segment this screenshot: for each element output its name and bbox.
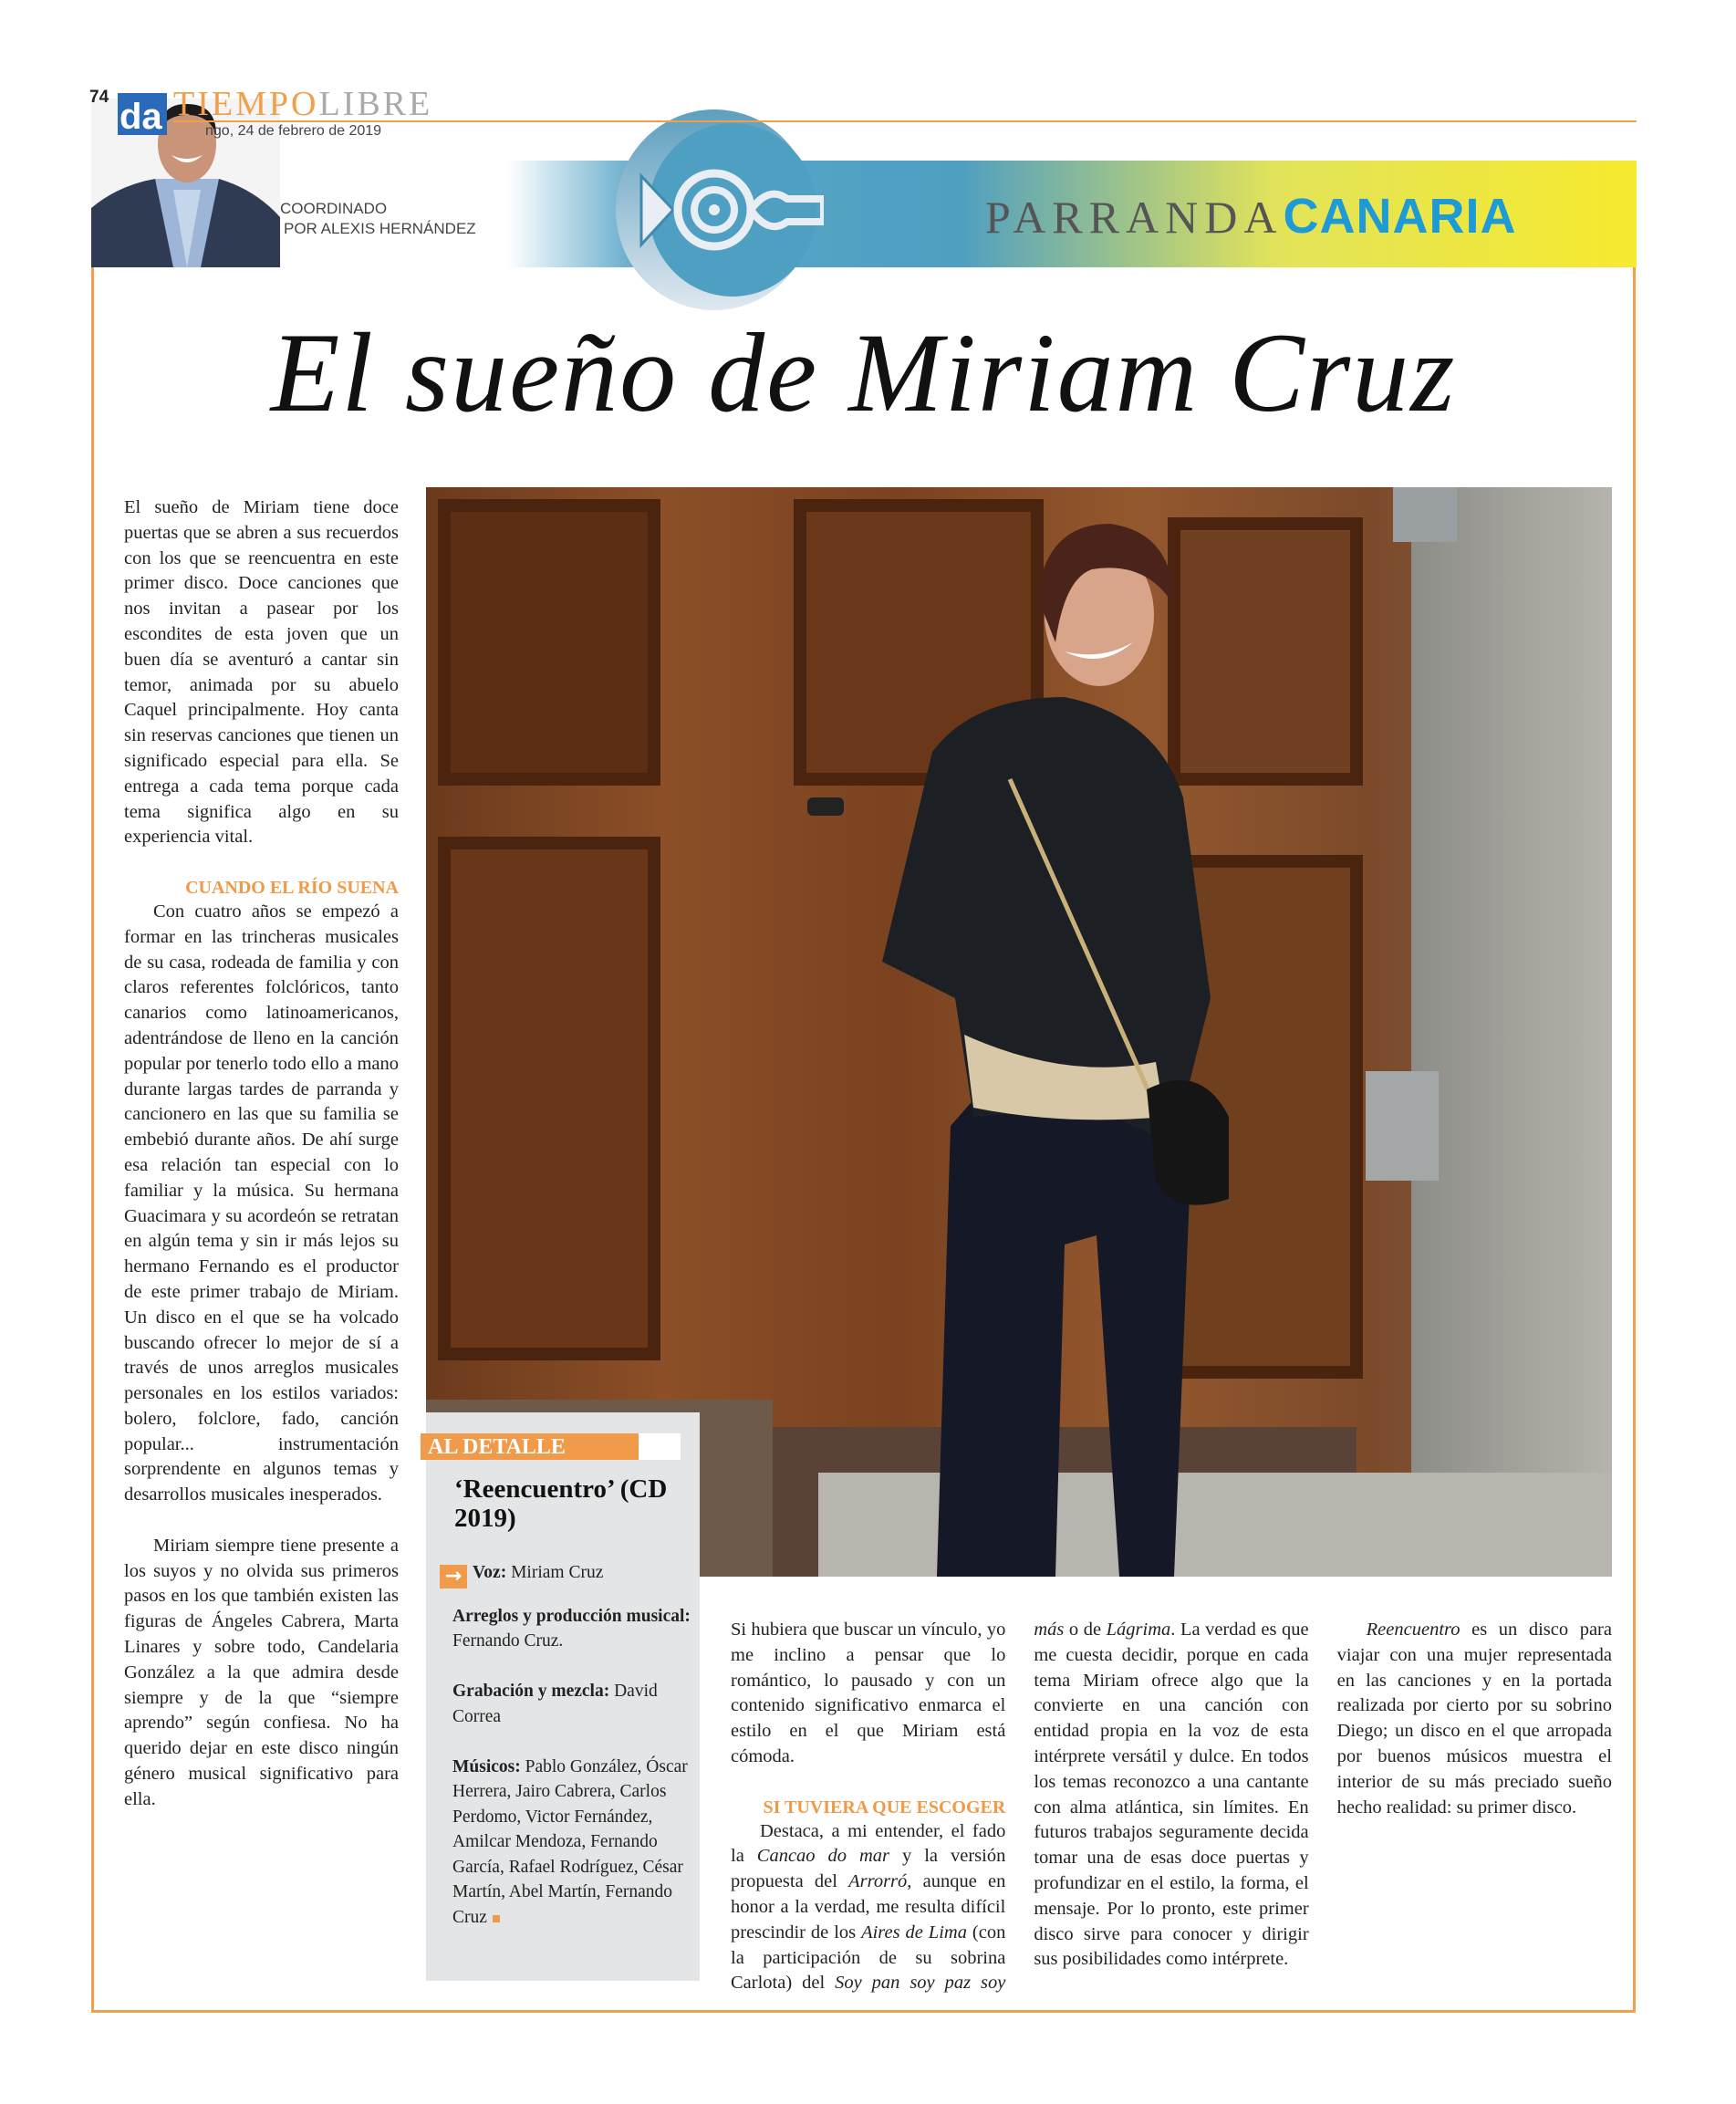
- italic-title-run: Cancao do mar: [756, 1846, 890, 1867]
- coordinator-credit: [280, 199, 476, 239]
- italic-title-run: Lágrima: [1106, 1620, 1171, 1640]
- end-mark-icon: [493, 1915, 500, 1922]
- credit-grabacion: [452, 1679, 694, 1729]
- sidebar-label: AL DETALLE: [421, 1433, 639, 1460]
- paragraph: Si hubiera que buscar un vínculo, yo me inclino a pensar que lo romántico, lo pausado y con un contenido significativo enmarca el estilo en el que Miriam está cómoda.: [731, 1620, 1006, 1766]
- italic-title-run: Soy pan soy paz soy más: [835, 1620, 1065, 1994]
- coordinator-line-2: POR ALEXIS HERNÁNDEZ: [284, 220, 476, 237]
- paragraph: Con cuatro años se empezó a formar en las trincheras musicales de su casa, rodeada de familia y con claros referentes folclóricos, tanto canarios como latinoamericanos, adentrándose de lleno en la canción popular por tenerlo todo ello a mano durante largas tardes de parranda y cancionero en las que su familia se embebió durante años. De ahí surge esa relación tan especial con lo familiar y la música. Su hermana Guacimara y su acordeón se retratan en algún tema y sin ir más lejos su hermano Fernando es el productor de este primer trabajo de Miriam. Un disco en el que se ha volcado buscando ofrecer lo mejor de sí a través de unos arreglos musicales personales en los estilos variados: bolero, folclore, fado, canción popular... instrumentación sorprendente en algunos temas y desarrollos musicales inesperados.: [124, 901, 399, 1505]
- italic-title-run: Reencuentro: [1366, 1620, 1461, 1640]
- credit-arreglos: [452, 1604, 694, 1654]
- italic-title-run: Aires de Lima: [861, 1922, 967, 1943]
- credit-key: Músicos:: [452, 1756, 521, 1776]
- italic-title-run: Arrorró: [848, 1871, 908, 1892]
- credit-key: Arreglos y producción musical:: [452, 1606, 691, 1626]
- text-run: (con la participación de su sobrina Carlota) del: [731, 1922, 1006, 1994]
- article-title: El sueño de Miriam Cruz: [270, 310, 1457, 435]
- paragraph: El sueño de Miriam tiene doce puertas que se abren a sus recuerdos con los que se reencuentra en este primer disco. Doce canciones que nos invitan a pasear por los escondites de esta joven que un buen día se aventuró a cantar sin temor, animada por su abuelo Caquel principalmente. Hoy canta sin reservas canciones que tienen un significado especial para ella. Se entrega a cada tema porque cada tema significa algo en su experiencia vital.: [124, 497, 399, 848]
- right-columns: [731, 1618, 1612, 2001]
- text-run: o de: [1064, 1620, 1107, 1640]
- credit-value: Miriam Cruz: [506, 1563, 604, 1582]
- credit-value: Fernando Cruz.: [452, 1631, 564, 1651]
- text-run: , aunque en honor a la verdad, me resulta difícil prescindir de los: [731, 1871, 1006, 1943]
- section-name-b: LIBRE: [318, 85, 433, 123]
- section-name: [173, 84, 432, 124]
- credit-voz: [452, 1560, 694, 1586]
- text-run: . La verdad es que me cuesta decidir, porque en cada tema Miriam ofrece algo que la convierte en una canción con entidad propia en la voz de esta intérprete versátil y dulce. En todos los temas reconozco a una cantante con alma atlántica, sin límites. En futuros trabajos seguramente decida tomar una de esas doce puertas y profundizar en el estilo, la forma, el mensaje. Por lo pronto, este primer disco sirve para conocer y dirigir sus posibilidades como intérprete.: [1034, 1620, 1309, 1970]
- issue-date: ngo, 24 de febrero de 2019: [205, 123, 382, 139]
- text-run: es un disco para viajar con una mujer representada en las canciones y en la portada realizada por cierto por su sobrino Diego; un disco en el que arropada por buenos músicos muestra el interior de su más preciado sueño hecho realidad: su primer disco.: [1336, 1620, 1612, 1818]
- left-column: [124, 495, 399, 1813]
- credit-musicos: [452, 1755, 694, 1931]
- credit-value: Pablo González, Óscar Herrera, Jairo Cabrera, Carlos Perdomo, Victor Fernández, Amilcar Mendoza, Fernando García, Rafael Rodríguez, César Martín, Abel Martín, Fernando Cruz: [452, 1756, 688, 1927]
- sidebar-label-tail: [639, 1433, 681, 1460]
- album-title: ‘Reencuentro’ (CD 2019): [454, 1474, 668, 1533]
- subheading: CUANDO EL RÍO SUENA: [185, 877, 399, 898]
- album-credits: [452, 1560, 694, 1930]
- subheading: SI TUVIERA QUE ESCOGER: [763, 1797, 1006, 1818]
- banner-title-b: CANARIA: [1283, 189, 1517, 244]
- text-run: y la versión propuesta del: [731, 1846, 1006, 1892]
- credit-value: David Correa: [452, 1682, 658, 1726]
- newspaper-logo: da: [118, 93, 167, 135]
- arrow-right-icon: →: [440, 1565, 467, 1588]
- text-run: Destaca, a mi entender, el fado la: [731, 1820, 1006, 1867]
- credit-key: Voz:: [473, 1563, 507, 1582]
- banner-title: [985, 188, 1516, 245]
- coordinator-line-1: COORDINADO: [280, 200, 388, 217]
- banner-title-a: PARRANDA: [985, 192, 1284, 243]
- page-number: 74: [89, 88, 109, 107]
- paragraph: Miriam siempre tiene presente a los suyos y no olvida sus primeros pasos en los que también existen las figuras de Ángeles Cabrera, Marta Linares y sobre todo, Candelaria González a la que admira desde siempre y de la que “siempre aprendo” según confiesa. No ha querido dejar en este disco ningún género musical significativo para ella.: [124, 1535, 399, 1809]
- paragraph: [1337, 1618, 1612, 1820]
- section-name-a: TIEMPO: [173, 85, 319, 123]
- credit-key: Grabación y mezcla:: [452, 1682, 610, 1701]
